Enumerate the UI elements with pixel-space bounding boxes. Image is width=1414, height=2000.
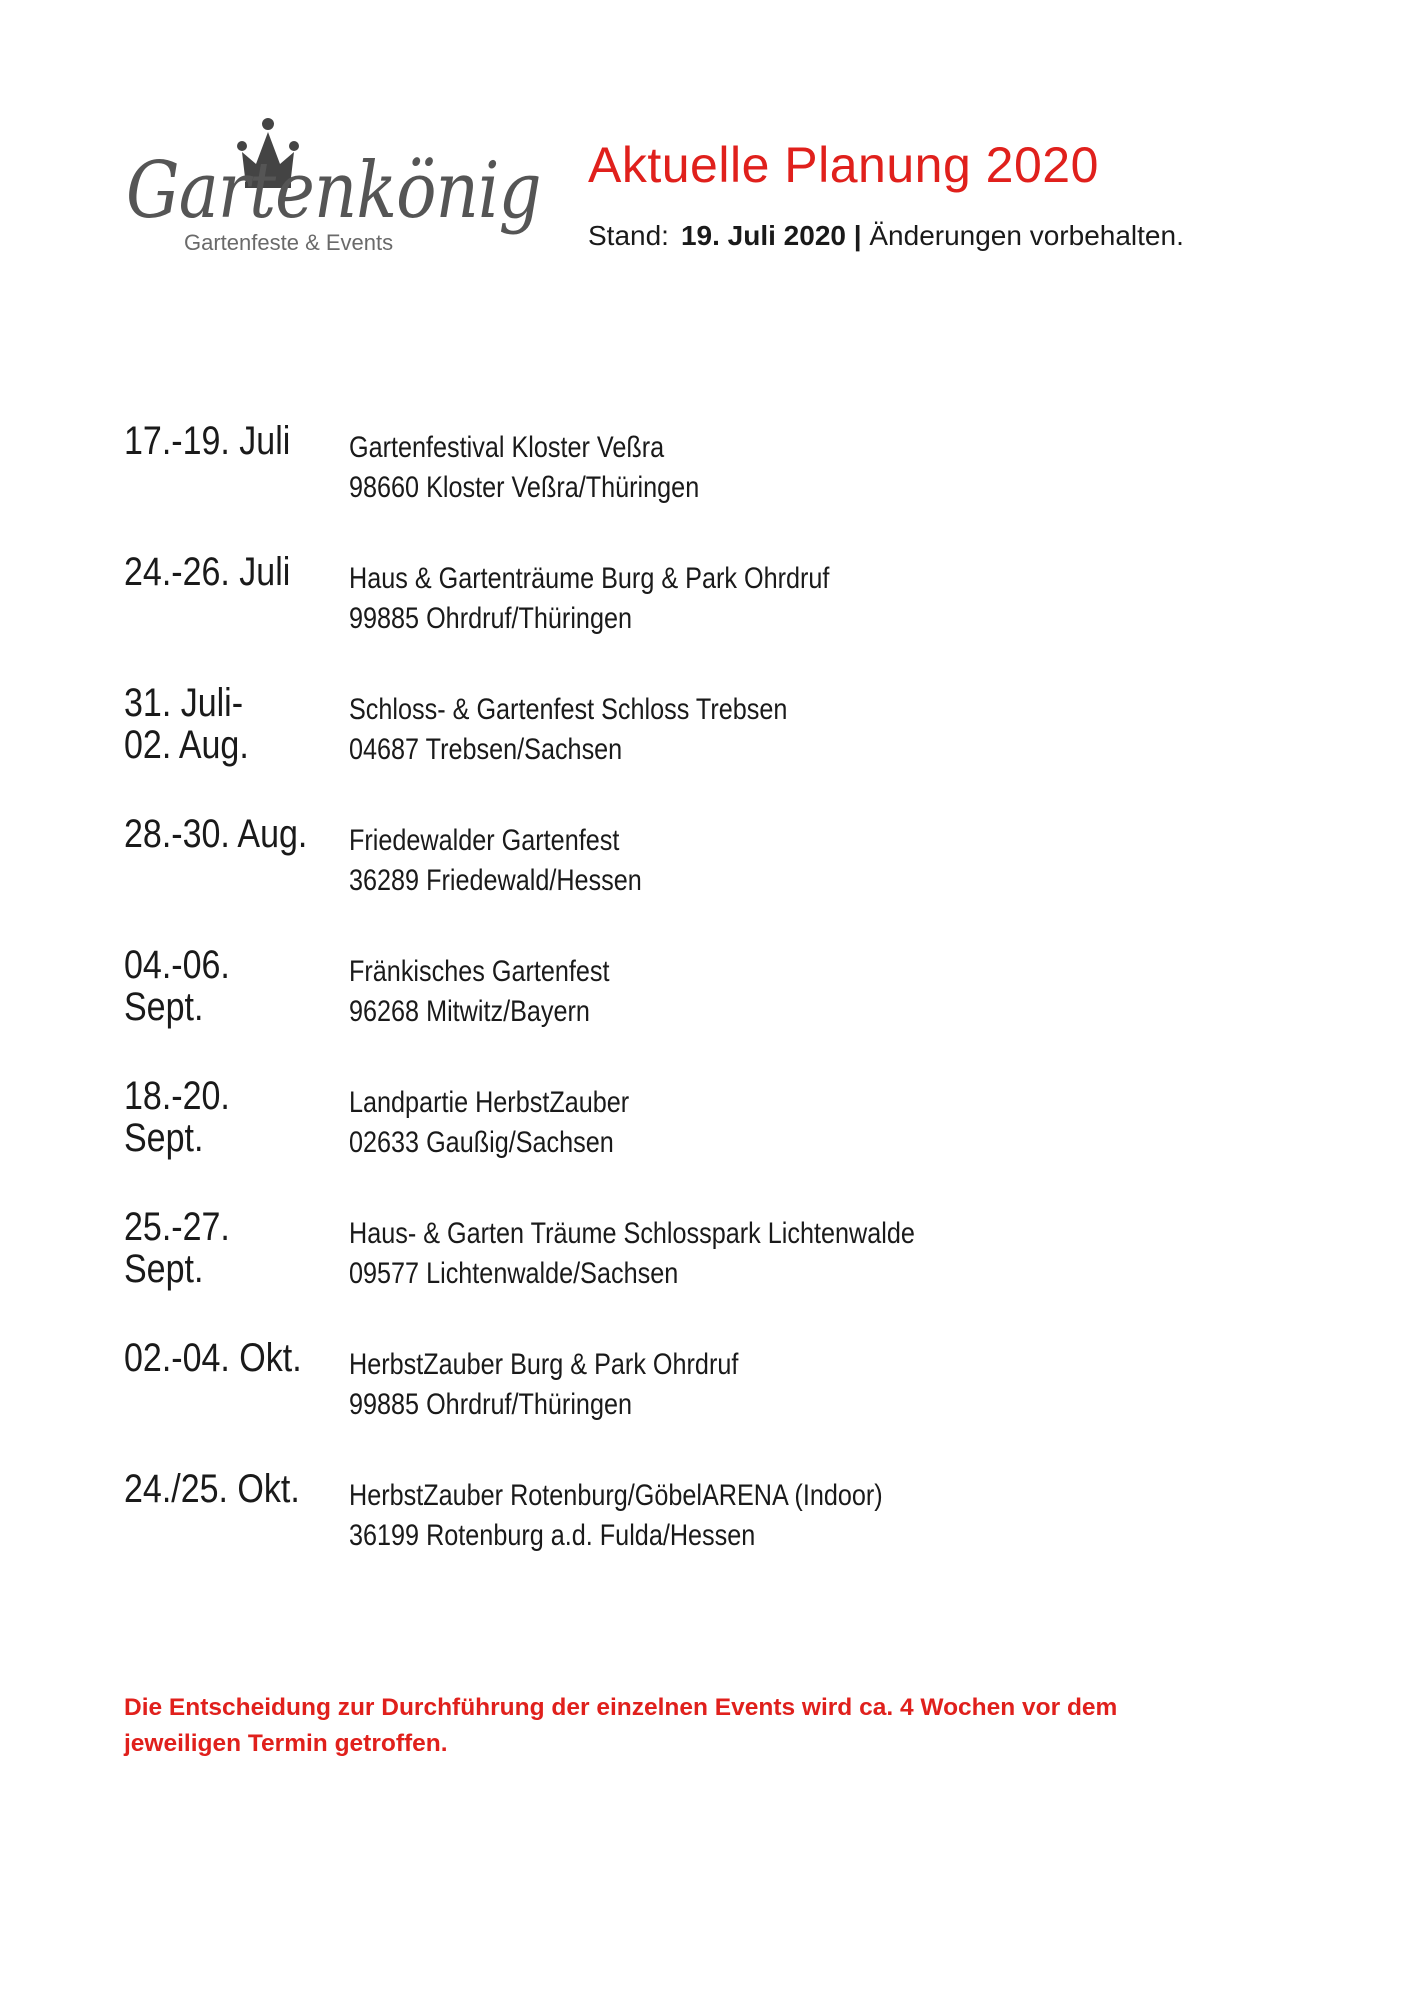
event-info [349,952,610,1032]
event-info [349,821,642,901]
event-date: 04.-06. Sept. [124,943,230,1029]
decision-notice: Die Entscheidung zur Durchführung der einzelnen Events wird ca. 4 Wochen vor dem jeweiligen Termin getroffen. [124,1694,1118,1757]
event-date: 25.-27. Sept. [124,1205,230,1291]
stand-separator: | [853,220,862,251]
event-date: 18.-20. Sept. [124,1074,230,1160]
logo-subtitle: Gartenfeste & Events [184,230,394,255]
event-date: 02.-04. Okt. [124,1336,302,1380]
event-location: 36199 Rotenburg a.d. Fulda/Hessen [349,1519,756,1552]
event-location: 98660 Kloster Veßra/Thüringen [349,471,700,504]
event-info [349,1083,629,1163]
event-info [349,1476,883,1556]
event-name: Friedewalder Gartenfest [349,824,620,857]
event-name: Haus- & Garten Träume Schlosspark Lichtenwalde [349,1217,915,1250]
event-location: 04687 Trebsen/Sachsen [349,733,623,766]
event-location: 99885 Ohrdruf/Thüringen [349,602,632,635]
event-location: 96268 Mitwitz/Bayern [349,995,590,1028]
event-date: 24./25. Okt. [124,1467,300,1511]
event-name: Schloss- & Gartenfest Schloss Trebsen [349,693,788,726]
event-name: HerbstZauber Rotenburg/GöbelARENA (Indoor) [349,1479,883,1512]
page-title: Aktuelle Planung 2020 [588,137,1099,193]
event-info [349,428,699,508]
company-logo [118,108,541,268]
event-date: 31. Juli- 02. Aug. [124,681,249,767]
event-date: 17.-19. Juli [124,419,291,463]
event-date: 28.-30. Aug. [124,812,308,856]
event-location: 09577 Lichtenwalde/Sachsen [349,1257,679,1290]
event-info [349,690,787,770]
event-name: Haus & Gartenträume Burg & Park Ohrdruf [349,562,830,595]
event-info [349,1214,915,1294]
event-location: 99885 Ohrdruf/Thüringen [349,1388,632,1421]
event-name: Landpartie HerbstZauber [349,1086,630,1119]
event-location: 36289 Friedewald/Hessen [349,864,642,897]
stand-note: Änderungen vorbehalten. [869,220,1184,251]
event-name: Gartenfestival Kloster Veßra [349,431,665,464]
event-name: Fränkisches Gartenfest [349,955,610,988]
event-info [349,1345,738,1425]
stand-label: Stand: [588,220,669,251]
stand-date: 19. Juli 2020 [680,220,846,251]
logo-script-text: Gartenkönig [126,146,541,236]
stand-line [588,220,1184,252]
event-name: HerbstZauber Burg & Park Ohrdruf [349,1348,739,1381]
event-info [349,559,829,639]
event-date: 24.-26. Juli [124,550,291,594]
event-location: 02633 Gaußig/Sachsen [349,1126,614,1159]
